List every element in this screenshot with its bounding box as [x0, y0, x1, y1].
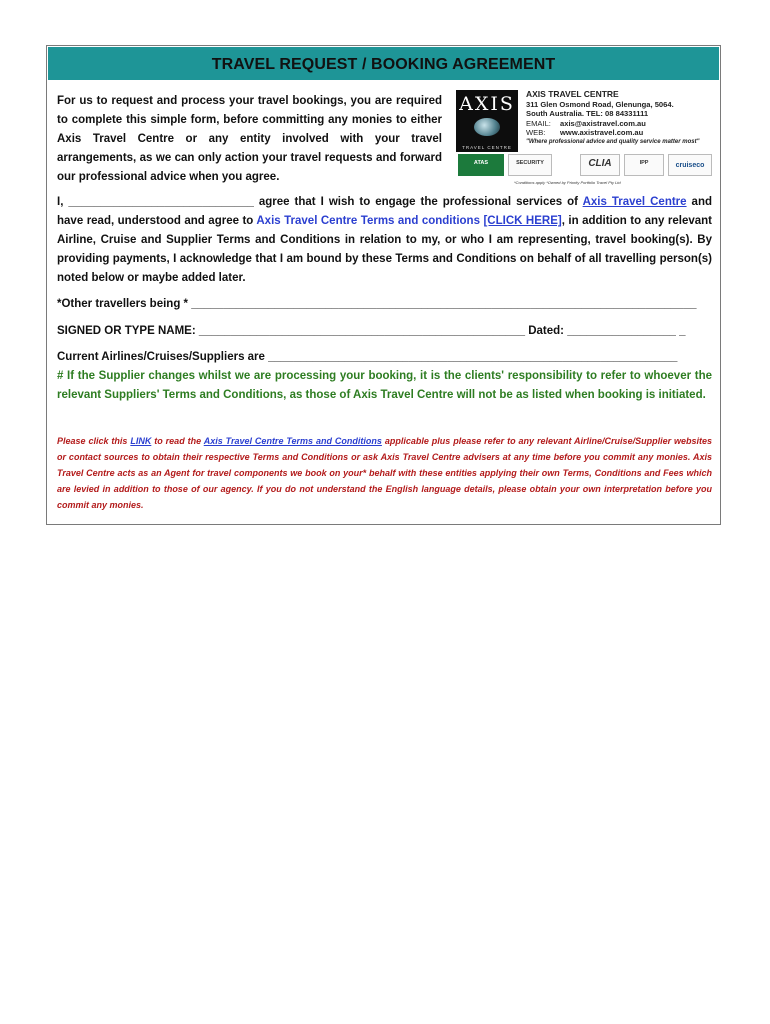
- current-suppliers-field[interactable]: Current Airlines/Cruises/Suppliers are ________________________________________________________________: [57, 351, 678, 363]
- agreement-rest: , in addition to any relevant Airline, Cruise and Supplier Terms and Conditions in relation to my, or who I am representing, travel booking(s). By providing payments, I acknowledge that I am bound by these Terms and Conditions on behalf of all travelling person(s) noted below or maybe added later.: [57, 215, 712, 284]
- signed-name-field[interactable]: SIGNED OR TYPE NAME: ___________________________________________________ Dated: _________________ _: [57, 325, 686, 337]
- agreement-paragraph: [57, 193, 712, 288]
- axis-logo: [456, 90, 518, 152]
- axis-logo-word: AXIS: [459, 93, 515, 115]
- ipp-badge: IPP: [624, 154, 664, 176]
- logo-footnote: *Conditions apply *Owned by Priority Portfolio Travel Pty Ltd: [514, 180, 621, 185]
- disclaimer-link[interactable]: LINK: [130, 436, 152, 446]
- agreement-mid: and have read, understood and agree to: [57, 196, 713, 227]
- contact-details: [526, 90, 712, 147]
- agreement-start: I, _____________________________ agree that I wish to engage the professional services of: [57, 196, 583, 208]
- disclaimer-post: applicable plus please refer to any relevant Airline/Cruise/Supplier websites or contact sources to obtain their respective Terms and Conditions or ask Axis Travel Centre advisers at any time before you commit any monies. Axis Travel Centre acts as an Agent for travel components we book on your* behalf with these entities applying their own Terms, Conditions and Fees which are levied in addition to those of our agency. If you do not understand the English language details, please obtain your own interpretation before you commit any monies.: [57, 436, 713, 510]
- disclaimer-paragraph: [57, 433, 712, 513]
- supplier-change-note: # If the Supplier changes whilst we are processing your booking, it is the clients' responsibility to refer to whoever the relevant Suppliers' Terms and Conditions, as those of Axis Travel Centre will not be as listed when booking is initiated.: [57, 370, 712, 401]
- axis-travel-centre-link[interactable]: Axis Travel Centre: [582, 196, 687, 208]
- address-line-2: South Australia.: [526, 109, 584, 118]
- disclaimer-pre: Please click this: [57, 436, 131, 446]
- axis-logo-subtitle: TRAVEL CENTRE: [462, 145, 512, 150]
- form-title: TRAVEL REQUEST / BOOKING AGREEMENT: [48, 47, 719, 80]
- intro-paragraph: For us to request and process your travel bookings, you are required to complete this simple form, before committing any monies to either Axis Travel Centre or any entity involved with your travel arrangements, as we can only action your travel requests and forward our professional advice when you agree.: [57, 95, 442, 183]
- web-label: WEB:: [526, 128, 546, 137]
- disclaimer-terms-link[interactable]: Axis Travel Centre Terms and Conditions: [203, 436, 382, 446]
- email-label: EMAIL:: [526, 118, 551, 128]
- click-here-link[interactable]: [CLICK HERE]: [483, 215, 562, 227]
- slogan: "Where professional advice and quality service matter most": [526, 138, 700, 145]
- other-travellers-field[interactable]: *Other travellers being * _______________________________________________________________________________: [57, 298, 697, 310]
- globe-icon: [474, 118, 500, 136]
- clia-badge: CLIA: [580, 154, 620, 176]
- accreditation-badges: [454, 154, 712, 180]
- telephone: TEL: 08 84331111: [586, 109, 649, 118]
- atas-badge: ATAS: [458, 154, 504, 176]
- address-line-1: 311 Glen Osmond Road, Glenunga, 5064.: [526, 99, 674, 109]
- email-address[interactable]: axis@axistravel.com.au: [560, 118, 646, 128]
- website-address[interactable]: www.axistravel.com.au: [560, 128, 644, 137]
- cruiseco-badge: cruiseco: [668, 154, 712, 176]
- terms-conditions-text: Axis Travel Centre Terms and conditions: [256, 215, 480, 227]
- booking-agreement-form: [46, 45, 721, 525]
- security-badge: SECURITY: [508, 154, 552, 176]
- disclaimer-mid: to read the: [151, 436, 204, 446]
- company-logo-panel: [454, 88, 712, 188]
- company-name: AXIS TRAVEL CENTRE: [526, 89, 619, 99]
